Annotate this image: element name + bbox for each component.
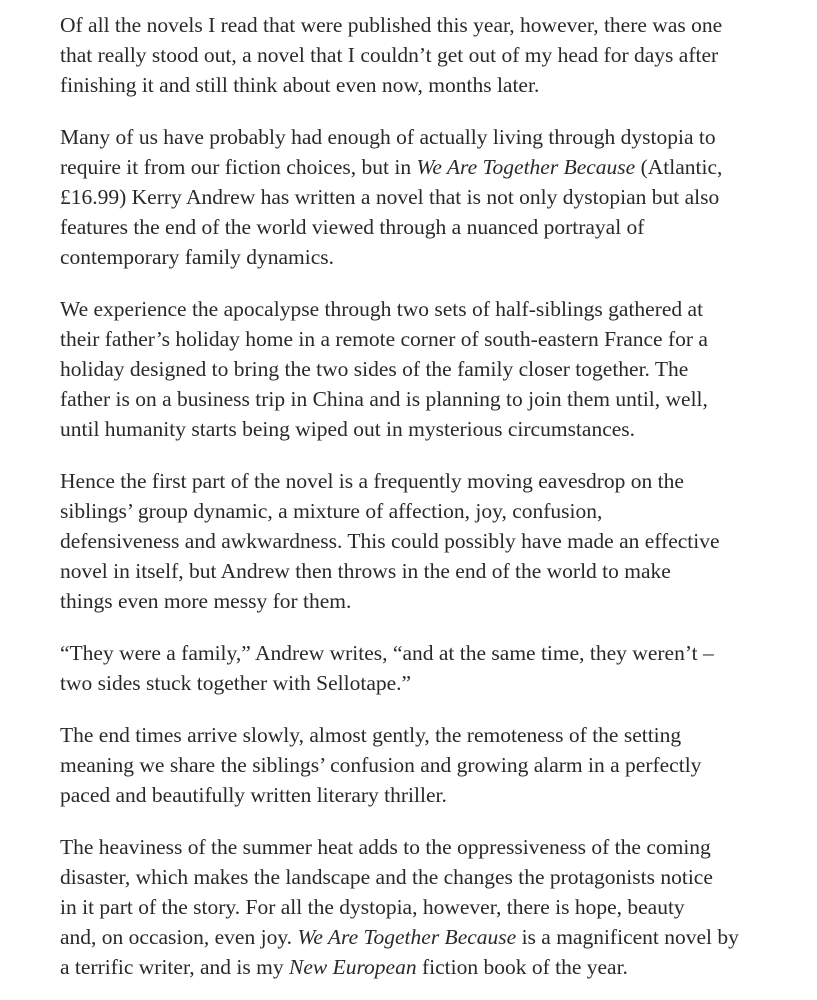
- text-segment: their father’s holiday home in a remote corner of south-eastern France for a: [60, 327, 708, 351]
- text-line: [60, 354, 817, 384]
- text-segment: until humanity starts being wiped out in mysterious circumstances.: [60, 417, 636, 441]
- article-paragraph: [60, 466, 817, 616]
- text-line: [60, 526, 817, 556]
- text-segment: in it part of the story. For all the dystopia, however, there is hope, beauty: [60, 895, 685, 919]
- text-line: [60, 952, 817, 982]
- text-segment: £16.99) Kerry Andrew has written a novel that is not only dystopian but also: [60, 185, 720, 209]
- text-line: [60, 496, 817, 526]
- text-segment: novel in itself, but Andrew then throws in the end of the world to make: [60, 559, 671, 583]
- text-line: [60, 242, 817, 272]
- text-line: [60, 750, 817, 780]
- text-line: [60, 294, 817, 324]
- text-line: [60, 152, 817, 182]
- text-line: [60, 414, 817, 444]
- text-line: [60, 638, 817, 668]
- text-segment: a terrific writer, and is my: [60, 955, 289, 979]
- text-segment: father is on a business trip in China and is planning to join them until, well,: [60, 387, 708, 411]
- text-segment: We experience the apocalypse through two sets of half-siblings gathered at: [60, 297, 704, 321]
- article-paragraph: [60, 720, 817, 810]
- text-line: [60, 586, 817, 616]
- text-segment: Many of us have probably had enough of actually living through dystopia to: [60, 125, 716, 149]
- article-paragraph: [60, 832, 817, 982]
- text-segment: The end times arrive slowly, almost gently, the remoteness of the setting: [60, 723, 682, 747]
- text-line: [60, 556, 817, 586]
- text-segment: and, on occasion, even joy.: [60, 925, 298, 949]
- text-line: [60, 40, 817, 70]
- text-segment: features the end of the world viewed through a nuanced portrayal of: [60, 215, 645, 239]
- text-segment: two sides stuck together with Sellotape.”: [60, 671, 412, 695]
- article-paragraph: [60, 10, 817, 100]
- text-line: [60, 862, 817, 892]
- text-segment: paced and beautifully written literary thriller.: [60, 783, 447, 807]
- text-segment: (Atlantic,: [635, 155, 723, 179]
- text-segment: finishing it and still think about even now, months later.: [60, 73, 540, 97]
- text-line: [60, 324, 817, 354]
- text-segment: Of all the novels I read that were published this year, however, there was one: [60, 13, 723, 37]
- article-paragraph: [60, 294, 817, 444]
- italic-title: We Are Together Because: [297, 925, 517, 949]
- text-line: [60, 182, 817, 212]
- text-line: [60, 212, 817, 242]
- text-line: [60, 70, 817, 100]
- article-paragraph: [60, 122, 817, 272]
- text-line: [60, 780, 817, 810]
- text-segment: “They were a family,” Andrew writes, “and at the same time, they weren’t –: [60, 641, 714, 665]
- text-segment: contemporary family dynamics.: [60, 245, 335, 269]
- text-segment: Hence the first part of the novel is a frequently moving eavesdrop on the: [60, 469, 684, 493]
- article-paragraph: [60, 638, 817, 698]
- text-line: [60, 10, 817, 40]
- text-segment: disaster, which makes the landscape and the changes the protagonists notice: [60, 865, 713, 889]
- text-segment: holiday designed to bring the two sides of the family closer together. The: [60, 357, 689, 381]
- text-line: [60, 720, 817, 750]
- text-line: [60, 122, 817, 152]
- text-line: [60, 832, 817, 862]
- text-line: [60, 892, 817, 922]
- italic-title: We Are Together Because: [416, 155, 636, 179]
- text-line: [60, 466, 817, 496]
- text-line: [60, 384, 817, 414]
- italic-title: New European: [288, 955, 417, 979]
- text-line: [60, 668, 817, 698]
- text-segment: that really stood out, a novel that I couldn’t get out of my head for days after: [60, 43, 719, 67]
- text-segment: things even more messy for them.: [60, 589, 352, 613]
- text-segment: require it from our fiction choices, but in: [60, 155, 417, 179]
- text-segment: defensiveness and awkwardness. This could possibly have made an effective: [60, 529, 720, 553]
- text-segment: siblings’ group dynamic, a mixture of affection, joy, confusion,: [60, 499, 603, 523]
- text-segment: The heaviness of the summer heat adds to the oppressiveness of the coming: [60, 835, 711, 859]
- text-segment: fiction book of the year.: [416, 955, 628, 979]
- text-segment: meaning we share the siblings’ confusion and growing alarm in a perfectly: [60, 753, 702, 777]
- text-line: [60, 922, 817, 952]
- text-segment: is a magnificent novel by: [516, 925, 739, 949]
